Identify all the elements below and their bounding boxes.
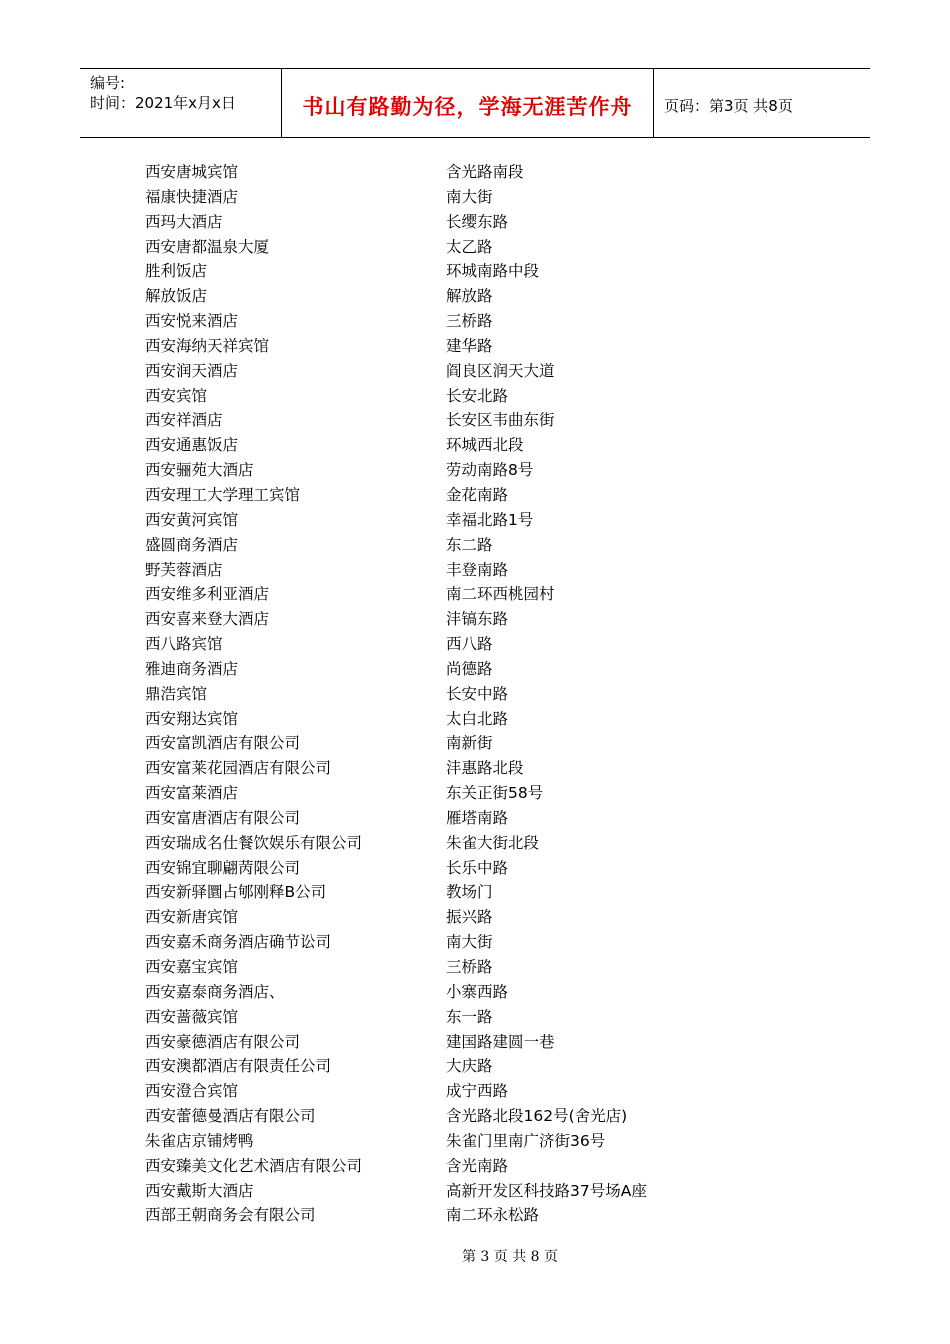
hotel-address: 长乐中路: [446, 858, 509, 877]
hotel-address: 南大街: [446, 187, 493, 206]
list-item: [145, 259, 845, 284]
list-item: [145, 1104, 845, 1129]
hotel-address: 长安中路: [446, 684, 509, 703]
list-item: [145, 408, 845, 433]
list-item: [145, 1030, 845, 1055]
hotel-address: 南二环西桃园村: [446, 585, 555, 604]
hotel-address: 朱雀门里南广济街36号: [446, 1131, 606, 1150]
hotel-name: 西安锦宜聊翩苪限公司: [145, 858, 301, 877]
hotel-name: 解放饭店: [145, 287, 208, 306]
hotel-address: 南大街: [446, 933, 493, 952]
list-item: [145, 1179, 845, 1204]
hotel-name: 西安新唐宾馆: [145, 908, 239, 927]
list-item: [145, 607, 845, 632]
hotel-name: 西安唐城宾馆: [145, 163, 239, 181]
list-item: [145, 930, 845, 955]
hotel-address: 幸福北路1号: [446, 510, 534, 529]
hotel-address: 三桥路: [446, 958, 493, 976]
hotel-name: 西安富莱花园酒店有限公司: [145, 759, 332, 778]
list-item: [145, 384, 845, 409]
list-item: [145, 1079, 845, 1104]
list-item: [145, 185, 845, 210]
list-item: [145, 433, 845, 458]
hotel-name: 福康快捷酒店: [145, 187, 239, 206]
list-item: [145, 632, 845, 657]
hotel-name: 西安瑞成名仕餐饮娱乐有限公司: [145, 833, 363, 852]
hotel-address: 教场门: [446, 883, 493, 902]
hotel-name: 盛圆商务酒店: [145, 535, 239, 554]
hotel-name: 西安嘉泰商务酒店、: [145, 982, 285, 1001]
hotel-address: 振兴路: [446, 908, 493, 927]
hotel-address: 劳动南路8号: [446, 461, 534, 480]
hotel-name: 西安宾馆: [145, 386, 208, 405]
hotel-name: 西安戴斯大酒店: [145, 1181, 254, 1200]
hotel-name: 西安豪德酒店有限公司: [145, 1032, 301, 1051]
date-label: 时间：2021年x月x日: [90, 94, 236, 112]
list-item: [145, 359, 845, 384]
hotel-name: 西安通惠饭店: [145, 436, 239, 455]
hotel-name: 西安喜来登大酒店: [145, 610, 270, 629]
hotel-name: 西安蔷薇宾馆: [145, 1007, 239, 1026]
hotel-address: 雁塔南路: [446, 808, 509, 827]
hotel-address: 西八路: [446, 635, 493, 654]
list-item: [145, 955, 845, 980]
list-item: [145, 657, 845, 682]
hotel-name: 西安澄合宾馆: [145, 1082, 239, 1101]
hotel-name: 朱雀店京铺烤鸭: [145, 1131, 254, 1150]
list-item: [145, 880, 845, 905]
hotel-name: 西玛大酒店: [145, 212, 223, 231]
hotel-name: 西八路宾馆: [145, 635, 223, 654]
header-motto: 书山有路勤为径，学海无涯苦作舟: [282, 69, 654, 137]
hotel-address: 高新开发区科技路37号场A座: [446, 1181, 647, 1200]
hotel-address: 建国路建圆一巷: [446, 1032, 555, 1051]
header-page-code: 页码：第3页 共8页: [664, 96, 793, 115]
list-item: [145, 756, 845, 781]
hotel-address: 长缨东路: [446, 212, 509, 231]
hotel-name: 西安新驿圜占郇刚释B公司: [145, 883, 327, 902]
list-item: [145, 284, 845, 309]
hotel-address: 南新街: [446, 734, 493, 753]
hotel-address: 沣镐东路: [446, 610, 509, 629]
hotel-name: 西安理工大学理工宾馆: [145, 485, 301, 504]
hotel-name: 西安黄河宾馆: [145, 510, 239, 529]
hotel-name: 胜利饭店: [145, 262, 208, 281]
hotel-name: 西安唐都温泉大厦: [145, 237, 270, 256]
hotel-address: 尚德路: [446, 659, 493, 678]
hotel-name: 西安富凯酒店有限公司: [145, 734, 301, 753]
hotel-address: 太乙路: [446, 237, 493, 256]
list-item: [145, 309, 845, 334]
hotel-address: 解放路: [446, 287, 493, 306]
hotel-name: 西安臻美文化艺术酒店有限公司: [145, 1156, 363, 1175]
document-header: [80, 68, 870, 138]
hotel-address: 建华路: [446, 336, 493, 355]
hotel-name: 西安祥酒店: [145, 411, 223, 430]
list-item: [145, 1054, 845, 1079]
list-item: [145, 160, 845, 185]
list-item: [145, 1154, 845, 1179]
list-item: [145, 980, 845, 1005]
hotel-name: 野芙蓉酒店: [145, 560, 223, 579]
hotel-name: 西安维多利亚酒店: [145, 585, 270, 604]
hotel-name: 西安嘉宝宾馆: [145, 958, 239, 976]
list-item: [145, 831, 845, 856]
hotel-name: 西安海纳天祥宾馆: [145, 336, 270, 355]
list-item: [145, 905, 845, 930]
hotel-name: 西安蕾德曼酒店有限公司: [145, 1107, 316, 1126]
list-item: [145, 508, 845, 533]
hotel-address: 三桥路: [446, 312, 493, 331]
hotel-address: 朱雀大街北段: [446, 833, 540, 852]
serial-label: 编号:: [90, 74, 126, 92]
list-item: [145, 1203, 845, 1228]
list-item: [145, 334, 845, 359]
hotel-name: 西安嘉禾商务酒店确节讼司: [145, 933, 332, 952]
list-item: [145, 731, 845, 756]
hotel-address: 环城西北段: [446, 436, 524, 455]
hotel-address: 东二路: [446, 535, 493, 554]
hotel-list: [145, 160, 845, 1228]
list-item: [145, 458, 845, 483]
hotel-name: 西安翔达宾馆: [145, 709, 239, 728]
hotel-address: 太白北路: [446, 709, 509, 728]
hotel-address: 东关正街58号: [446, 784, 544, 803]
list-item: [145, 533, 845, 558]
hotel-address: 含光路南段: [446, 163, 524, 181]
hotel-address: 大庆路: [446, 1057, 493, 1076]
list-item: [145, 483, 845, 508]
list-item: [145, 210, 845, 235]
hotel-name: 西安澳都酒店有限责任公司: [145, 1057, 332, 1076]
hotel-name: 西安富莱酒店: [145, 784, 239, 803]
hotel-address: 长安区韦曲东街: [446, 411, 555, 430]
hotel-name: 西安悦来酒店: [145, 312, 239, 331]
hotel-name: 鼎浩宾馆: [145, 684, 208, 703]
hotel-address: 南二环永松路: [446, 1206, 540, 1225]
hotel-address: 阎良区润天大道: [446, 361, 555, 380]
page-footer: 第 3 页 共 8 页: [461, 1249, 559, 1265]
hotel-address: 东一路: [446, 1007, 493, 1026]
list-item: [145, 707, 845, 732]
list-item: [145, 582, 845, 607]
hotel-address: 含光路北段162号(舍光店): [446, 1107, 628, 1126]
hotel-name: 西安润天酒店: [145, 361, 239, 380]
hotel-name: 雅迪商务酒店: [145, 659, 239, 678]
header-meta: [80, 69, 282, 137]
list-item: [145, 781, 845, 806]
hotel-address: 环城南路中段: [446, 262, 540, 281]
hotel-address: 长安北路: [446, 386, 509, 405]
hotel-address: 小寨西路: [446, 982, 509, 1001]
list-item: [145, 682, 845, 707]
hotel-name: 西安富唐酒店有限公司: [145, 808, 301, 827]
list-item: [145, 1005, 845, 1030]
list-item: [145, 806, 845, 831]
hotel-name: 西安骊苑大酒店: [145, 461, 254, 480]
list-item: [145, 235, 845, 260]
hotel-address: 丰登南路: [446, 560, 509, 579]
hotel-address: 沣惠路北段: [446, 759, 524, 778]
hotel-address: 含光南路: [446, 1156, 509, 1175]
list-item: [145, 1129, 845, 1154]
hotel-address: 金花南路: [446, 485, 509, 504]
list-item: [145, 558, 845, 583]
hotel-name: 西部王朝商务会有限公司: [145, 1206, 316, 1225]
list-item: [145, 856, 845, 881]
hotel-address: 成宁西路: [446, 1082, 509, 1101]
